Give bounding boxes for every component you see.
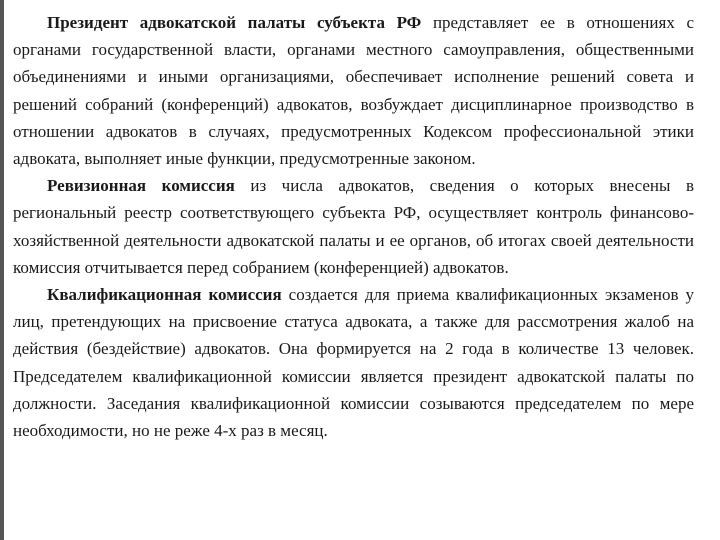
paragraph-body: из числа адвокатов, сведения о которых внесены в региональный реестр соответствующего субъекта РФ, осуществляет контроль финансово-хозяйственной деятельности адвокатской палаты и ее органов, об итогах своей деятельности комиссия отчитывается перед собранием (конференцией) адвокатов. [13,176,694,277]
document-text [13,9,694,444]
paragraph-lead: Квалификационная комиссия [47,285,282,305]
paragraph-qualification-commission [13,281,694,444]
left-border-line [0,0,4,540]
paragraph-president [13,9,694,172]
paragraph-body: создается для приема квалификационных экзаменов у лиц, претендующих на присвоение статуса адвоката, а также для рассмотрения жалоб на действия (бездействие) адвокатов. Она формируется на 2 года в количестве 13 человек. Председателем квалификационной комиссии является президент адвокатской палаты по должности. Заседания квалификационной комиссии созываются председателем по мере необходимости, но не реже 4-х раз в месяц. [13,285,694,441]
paragraph-lead: Президент адвокатской палаты субъекта РФ [47,13,422,32]
paragraph-audit-commission [13,172,694,281]
paragraph-lead: Ревизионная комиссия [47,176,235,196]
paragraph-body: представляет ее в отношениях с органами государственной власти, органами местного самоуправления, общественными объединениями и иными организациями, обеспечивает исполнение решений совета и решений собраний (конференций) адвокатов, возбуждает дисциплинарное производство в отношении адвокатов в случаях, предусмотренных Кодексом профессиональной этики адвоката, выполняет иные функции, предусмотренные законом. [13,13,695,169]
